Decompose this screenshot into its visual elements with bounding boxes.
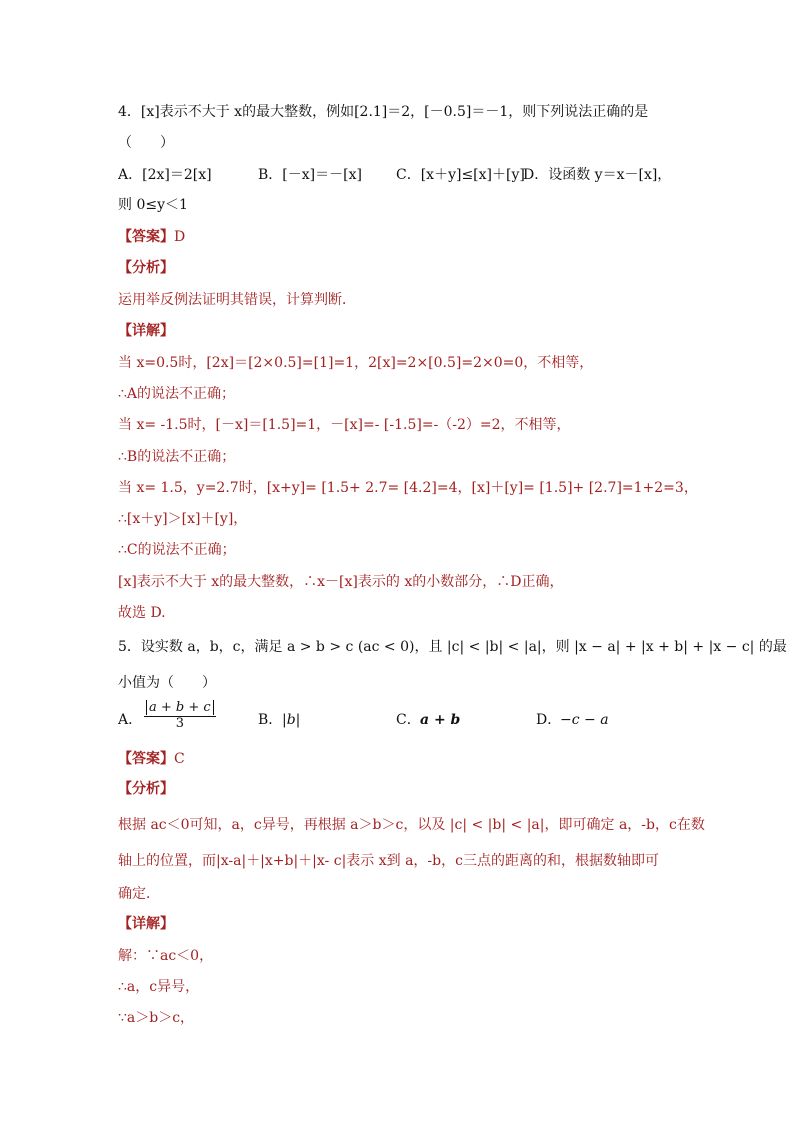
- q4-detail-line: [x]表示不大于 x的最大整数，∴x－[x]表示的 x的小数部分，∴D正确，: [118, 574, 564, 590]
- q4-option-d-continued: 则 0≤y＜1: [118, 197, 188, 213]
- q4-analysis-text: 运用举反例法证明其错误，计算判断．: [118, 292, 356, 308]
- q5-detail-line: ∵a＞b＞c，: [118, 1010, 195, 1026]
- q5-option-a-numerator: a + b + c: [146, 700, 214, 715]
- q4-option-a: A．[2x]＝2[x]: [118, 167, 212, 183]
- q4-option-c: C．[x＋y]≤[x]＋[y]: [396, 167, 525, 183]
- q5-option-b-value: |b|: [282, 712, 301, 728]
- q5-detail-label: 【详解】: [118, 916, 174, 932]
- q5-analysis-line: 根据 ac＜0可知，a，c异号，再根据 a＞b＞c，以及 |c| < |b| < |a|，即可确定 a，-b，c在数: [118, 817, 705, 833]
- q5-answer-value: C: [174, 751, 185, 767]
- q5-detail-line: ∴a，c异号，: [118, 979, 200, 995]
- q5-option-a-denominator: 3: [175, 716, 184, 731]
- q4-answer-paren: （ ）: [118, 135, 174, 151]
- q4-analysis-label: 【分析】: [118, 260, 174, 276]
- q5-stem-continued: 小值为（ ）: [118, 675, 216, 691]
- q5-options-row: [118, 700, 678, 740]
- q4-detail-line: 当 x=0.5时，[2x]＝[2×0.5]=[1]=1，2[x]=2×[0.5]=2×0=0，不相等，: [118, 355, 594, 371]
- q4-detail-line: 当 x= 1.5，y=2.7时，[x+y]= [1.5+ 2.7= [4.2]=4，[x]＋[y]= [1.5]+ [2.7]=1+2=3，: [118, 480, 698, 496]
- q5-detail-line: 解：∵ac＜0，: [118, 948, 214, 964]
- q5-stem: 5．设实数 a，b，c，满足 a > b > c (ac < 0)，且 |c| < |b| < |a|，则 |x − a| + |x + b| + |x − c| 的最: [118, 639, 787, 655]
- q5-answer: [118, 749, 185, 769]
- q5-analysis-label: 【分析】: [118, 781, 174, 797]
- q5-option-b-label: B．: [258, 712, 283, 728]
- q5-option-d-value: −c − a: [560, 712, 609, 728]
- q4-detail-line: 故选 D.: [118, 605, 166, 621]
- q4-detail-line: ∴A的说法不正确；: [118, 386, 236, 402]
- q4-detail-line: ∴C的说法不正确；: [118, 542, 236, 558]
- q4-detail-label: 【详解】: [118, 323, 174, 339]
- q5-option-a-fraction: [144, 700, 216, 731]
- q5-option-c-label: C．: [396, 712, 421, 728]
- q5-analysis-line: 确定．: [118, 886, 160, 902]
- q4-detail-line: ∴[x＋y]＞[x]＋[y]，: [118, 511, 248, 527]
- q5-answer-label: 【答案】: [118, 751, 174, 767]
- q4-detail-line: 当 x= -1.5时，[－x]＝[1.5]=1，－[x]=- [-1.5]=-（-2）=2，不相等，: [118, 417, 571, 433]
- q4-answer-label: 【答案】: [118, 229, 174, 245]
- q5-option-a-label: A．: [118, 712, 143, 728]
- q5-analysis-line: 轴上的位置，而|x-a|＋|x+b|＋|x- c|表示 x到 a，-b，c三点的距离的和，根据数轴即可: [118, 853, 659, 869]
- q4-answer-value: D: [174, 229, 186, 245]
- q4-option-d: D．设函数 y＝x－[x]，: [523, 167, 672, 183]
- q4-answer: [118, 227, 185, 247]
- q5-option-d-label: D．: [536, 712, 562, 728]
- q4-option-b: B．[－x]＝－[x]: [258, 167, 362, 183]
- q4-stem: 4．[x]表示不大于 x的最大整数，例如[2.1]＝2，[－0.5]＝－1，则下列说法正确的是: [118, 104, 649, 120]
- q4-detail-line: ∴B的说法不正确；: [118, 449, 236, 465]
- q5-option-c-value: a + b: [420, 712, 461, 728]
